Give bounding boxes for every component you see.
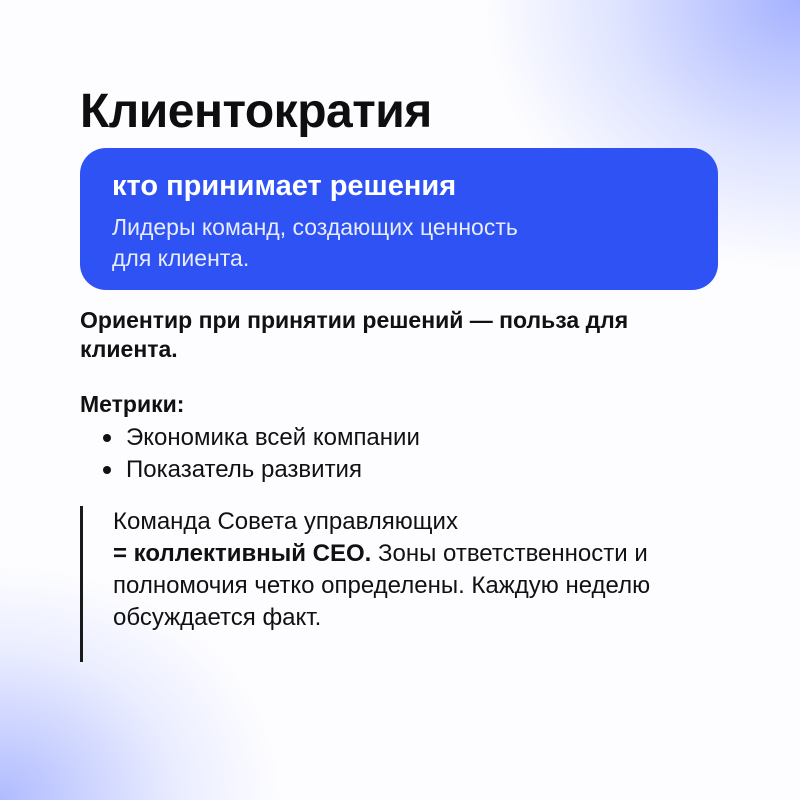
page-title: Клиентократия [80,85,432,138]
list-item [103,454,420,486]
list-item [103,422,420,454]
quote-line-1: Команда Совета управляющих [113,508,458,535]
quote-rest: Зоны ответственности и полномочия четко определены. Каждую неделю обсуждается факт. [113,540,651,631]
quote-emphasis: = коллективный CEO. [113,540,372,567]
metrics-list [103,422,420,486]
card-text: Лидеры команд, создающих ценность для клиента. [112,214,518,271]
bullet-icon [103,466,111,474]
council-quote-block [80,506,680,662]
card-heading: кто принимает решения [112,170,457,202]
decision-makers-card [80,148,718,290]
metrics-heading: Метрики: [80,391,185,417]
bullet-icon [103,434,111,442]
quote-text [113,506,680,634]
decision-guide-text: Ориентир при принятии решений — польза для клиента. [80,307,629,362]
metric-label: Экономика всей компании [126,424,420,451]
metric-label: Показатель развития [126,456,362,483]
